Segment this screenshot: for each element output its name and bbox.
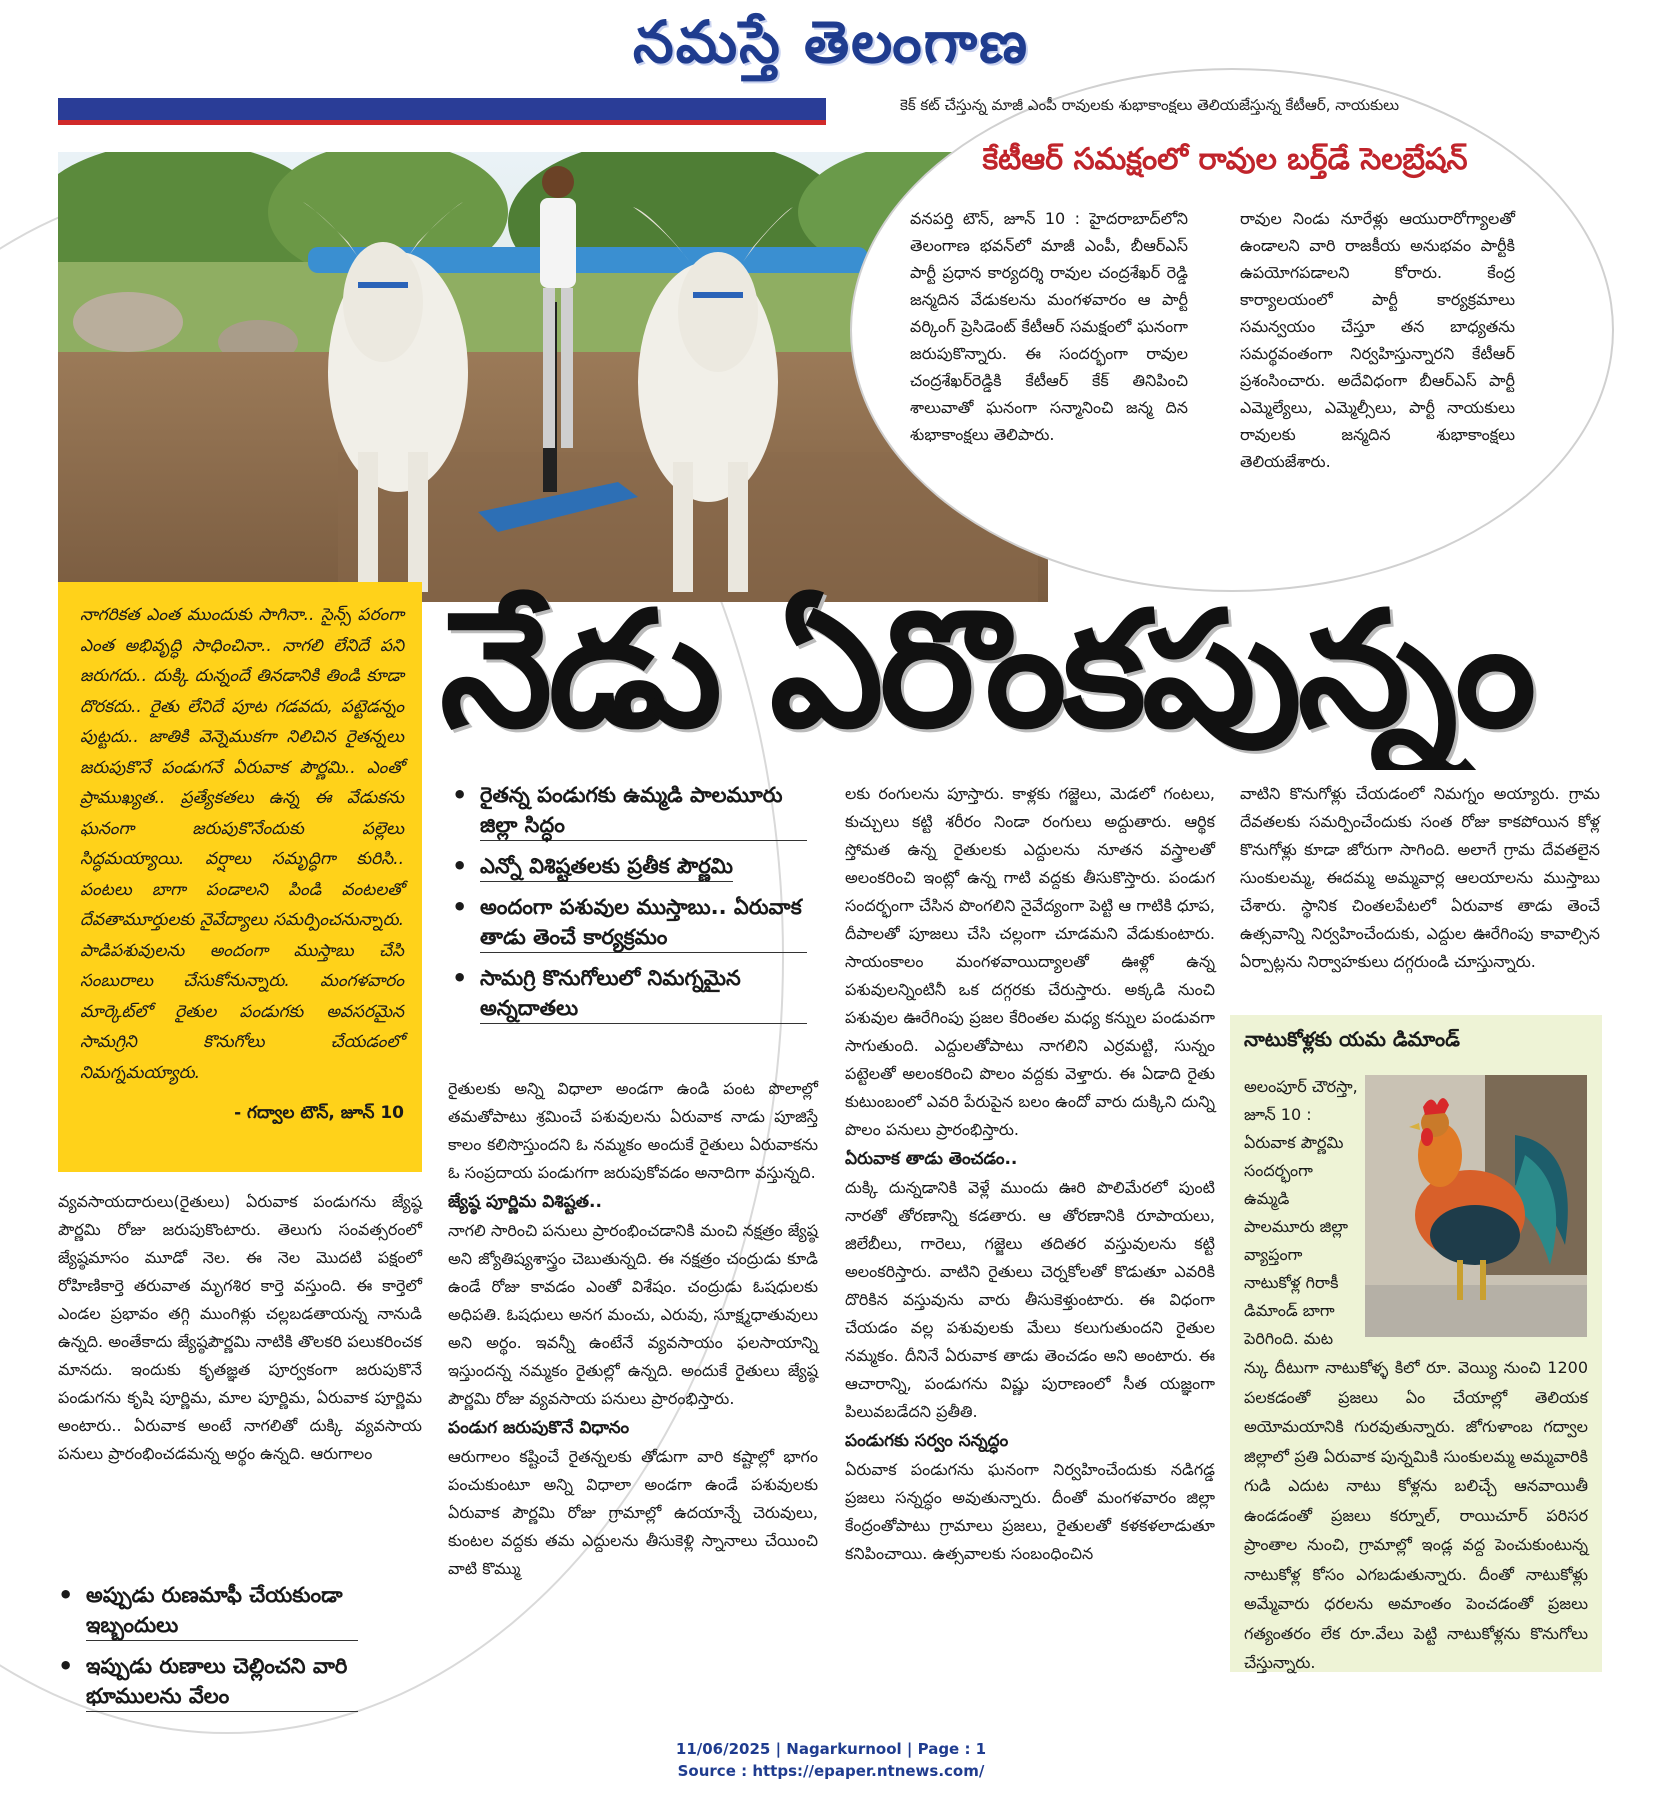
article-column-1: వ్యవసాయదారులు(రైతులు) ఏరువాక పండుగను జ్యేష్ఠ పౌర్ణమి రోజు జరుపుకొంటారు. తెలుగు సంవత్సరంలో జ్యేష్ఠమాసం మూడో నెల. ఈ నెల మొదటి పక్షంలో రోహిణికార్తె తరువాత మృగశిర కార్తె వస్తుంది. ఈ కార్తెలో ఎండల ప్రభావం తగ్గి ముంగిళ్లు చల్లబడతాయన్న నానుడి ఉన్నది. అంతేకాదు జ్యేష్ఠపౌర్ణమి నాటికి తొలకరి పలుకరించక మానదు. ఇందుకు కృతజ్ఞత పూర్వకంగా జరుపుకొనే పండుగను కృషి పూర్ణిమ, మాల పూర్ణిమ, ఏరువాక పూర్ణిమ అంటారు.. ఏరువాక అంటే నాగలితో దుక్కి వ్యవసాయ పనులు ప్రారంభించడమన్న అర్థం ఉన్నది. ఆరుగాలం	[58, 1192, 422, 1463]
subheading-festival-method: పండుగ జరుపుకొనే విధానం	[448, 1418, 630, 1438]
country-chicken-side-text: అలంపూర్ చౌరస్తా, జూన్ 10 : ఏరువాక పౌర్ణమి సందర్భంగా ఉమ్మడి పాలమూరు జిల్లా వ్యాప్తంగా నాటుకోళ్ల గిరాకీ డిమాండ్ బాగా పెరిగింది. మట	[1244, 1077, 1358, 1348]
column-2-paragraph-2: నాగలి సారించి పనులు ప్రారంభించడానికి మంచి నక్షత్రం జ్యేష్ఠ అని జ్యోతిష్యశాస్త్రం చెబుతున్నది. ఈ నక్షత్రం చంద్రుడు కూడి ఉండే రోజు కావడం ఎంతో విశేషం. చంద్రుడు ఓషధులకు అధిపతి. ఓషధులు అనగ మంచు, ఎరువు, సూక్ష్మధాతువులు అని అర్థం. ఇవన్నీ ఉంటేనే వ్యవసాయం ఫలసాయాన్ని ఇస్తుందన్న నమ్మకం రైతుల్లో ఉన్నది. అందుకే రైతులు జ్యేష్ఠ పౌర్ణమి రోజు వ్యవసాయ పనులు ప్రారంభిస్తారు.	[448, 1221, 818, 1408]
bullet-icon: •	[452, 781, 468, 809]
column-3-paragraph-2: దుక్కి దున్నడానికి వెళ్లే ముందు ఊరి పొలిమేరలో పుంటి నారతో తోరణాన్ని కడతారు. ఆ తోరణానికి రూపాయలు, జిలేబీలు, గారెలు, గజ్జెలు తదితర వస్తువులను కట్టి అలంకరిస్తారు. వాటిని రైతులు చెర్నకోలతో కొడుతూ ఎవరికి దొరికిన వస్తువును వారు తీసుకెళ్తుంటారు. ఈ విధంగా చేయడం వల్ల పశువులకు మేలు కలుగుతుందని రైతుల నమ్మకం. దీనినే ఏరువాక తాడు తెంచడం అని అంటారు. ఈ ఆచారాన్ని, పండుగను విష్ణు పురాణంలో సీత యజ్ఞంగా పిలువబడేదని ప్రతీతి.	[845, 1178, 1215, 1421]
bullet-icon: •	[452, 964, 468, 992]
circle-photo-caption: కెక్ కట్ చేస్తున్న మాజీ ఎంపీ రావులకు శుభాకాంక్షలు తెలియజేస్తున్న కేటీఆర్, నాయకులు	[900, 96, 1400, 114]
article-column-3	[845, 780, 1215, 1568]
column-2-paragraph-3: ఆరుగాలం కష్టించే రైతన్నలకు తోడుగా వారి కష్టాల్లో భాగం పంచుకుంటూ అన్ని విధాలా అండగా ఉండే పశువులకు ఏరువాక పౌర్ణమి రోజు గ్రామాల్లో ఉదయాన్నే చెరువులు, కుంటల వద్దకు తమ ఎద్దులను తీసుకెళ్లి స్నానాలు చేయించి వాటి కొమ్ము	[448, 1447, 818, 1578]
article-column-2	[448, 1075, 818, 1583]
country-chicken-body: న్కు దీటుగా నాటుకోళ్ళ కిలో రూ. వెయ్యి నుంచి 1200 పలకడంతో ప్రజలు ఏం చేయాల్లో తెలియక అయోమయానికి గురవుతున్నారు. జోగుళాంబ గద్వాల జిల్లాలో ప్రతి ఏరువాక పున్నమికి సుంకులమ్మ అమ్మవారికి గుడి ఎదుట నాటు కోళ్లను బలిచ్చే ఆనవాయితీ ఉండడంతో ప్రజలు కర్నూల్, రాయిచూర్ పరిసర ప్రాంతాల నుంచి, గ్రామాల్లో ఇండ్ల వద్ద పెంచుకుంటున్న నాటుకోళ్ల కోసం ఎగబడుతున్నారు. దీంతో నాటుకోళ్లు అమ్మేవారు ధరలను అమాంతం పెంచడంతో ప్రజలు గత్యంతరం లేక రూ.వేలు పెట్టి నాటుకోళ్లను కొనుగోలు చేస్తున్నారు.	[1244, 1358, 1588, 1672]
bullet-icon: •	[452, 893, 468, 921]
highlight-item: • ఎన్నో విశిష్టతలకు ప్రతీక పౌర్ణమి	[452, 852, 733, 880]
column-3-paragraph-3: ఏరువాక పండుగను ఘనంగా నిర్వహించేందుకు నడిగడ్డ ప్రజలు సన్నద్ధం అవుతున్నారు. దీంతో మంగళవారం జిల్లా కేంద్రంతోపాటు గ్రామాలు ప్రజలు, రైతులతో కళకళలాడుతూ కనిపించాయి. ఉత్సవాలకు సంబంధించిన	[845, 1460, 1215, 1563]
main-headline: నేడు ఏరొంకపున్నం	[440, 576, 1533, 763]
rooster-icon	[1365, 1075, 1587, 1337]
country-chicken-box	[1230, 1015, 1602, 1672]
newspaper-title: నమస్తే తెలంగాణ	[633, 8, 1029, 76]
column-3-paragraph-1: లకు రంగులను పూస్తారు. కాళ్లకు గజ్జెలు, మెడలో గంటలు, కుచ్చులు కట్టి శరీరం నిండా రంగులు అద్దుతారు. ఆర్థిక స్తోమత ఉన్న రైతులకు ఎద్దులను నూతన వస్త్రాలతో అలంకరించి ఇంట్లో ఉన్న గాటి వద్దకు తీసుకొస్తారు. పండుగ సందర్భంగా చేసిన పొంగలిని నైవేద్యంగా పెట్టి ఆ గాటికి ధూప, దీపాలతో పూజలు చేసి చల్లంగా చూడమని వేడుకుంటారు. సాయంకాలం మంగళవాయిద్యాలతో ఊళ్లో ఉన్న పశువులన్నింటినీ ఒక దగ్గరకు చేరుస్తారు. అక్కడి నుంచి పశువుల ఊరేగింపు ప్రజల కేరింతల మధ్య కన్నుల పండువగా సాగుతుంది. ఎద్దులతోపాటు నాగలిని ఎర్రమట్టి, సున్నం పట్టెలతో అలంకరించి పొలం వద్దకు వెళ్తారు. ఈ ఏడాది రైతు కుటుంబంలో ఎవరి పేరుపైన బలం ఉందో వారు దుక్కిని దున్ని పొలం పనులు ప్రారంభిస్తారు.	[845, 784, 1215, 1139]
page-footer	[0, 1738, 1662, 1782]
intro-dateline: - గద్వాల టౌన్, జూన్ 10	[234, 1103, 404, 1123]
article-column-4: వాటిని కొనుగోళ్లు చేయడంలో నిమగ్నం అయ్యారు. గ్రామ దేవతలకు సమర్పించేందుకు సంత రోజు కాకపోయిన కోళ్ల కొనుగోళ్లు కూడా జోరుగా సాగింది. అలాగే గ్రామ దేవతలైన సుంకులమ్మ, ఈదమ్మ అమ్మవార్ల ఆలయాలను ముస్తాబు చేశారు. స్థానిక చింతలపేటలో ఏరువాక తాడు తెంచే ఉత్సవాన్ని నిర్వహించేందుకు, ఎద్దుల ఊరేగింపు కావాల్సిన ఏర్పాట్లను నిర్వాహకులు దగ్గరుండి చూస్తున్నారు.	[1240, 784, 1600, 971]
loan-highlight-item: • ఇప్పుడు రుణాలు చెల్లించని వారి భూములను వేలం	[58, 1651, 358, 1712]
loan-highlight-item: • అప్పుడు రుణమాఫీ చేయకుండా ఇబ్బందులు	[58, 1580, 358, 1641]
highlights-list	[452, 780, 807, 1034]
subheading-jyeshta: జ్యేష్ఠ పూర్ణిమ విశిష్టత..	[448, 1192, 602, 1212]
bullet-icon: •	[58, 1581, 74, 1609]
highlight-item: • అందంగా పశువుల ముస్తాబు.. ఏరువాక తాడు తెంచే కార్యక్రమం	[452, 892, 807, 953]
intro-box	[58, 582, 422, 1172]
edition-info: 11/06/2025 | Nagarkurnool | Page : 1	[675, 1740, 987, 1758]
loan-highlights-list	[58, 1580, 358, 1722]
subheading-preparations: పండుగకు సర్వం సన్నద్ధం	[845, 1431, 1009, 1451]
circle-story-column-1: వనపర్తి టౌన్, జూన్ 10 : హైదరాబాద్‌లోని తెలంగాణ భవన్‌లో మాజీ ఎంపీ, బీఆర్‌ఎస్ పార్టీ ప్రధాన కార్యదర్శి రావుల చంద్రశేఖర్ రెడ్డి జన్మదిన వేడుకలను మంగళవారం ఆ పార్టీ వర్కింగ్ ప్రెసిడెంట్ కేటీఆర్ సమక్షంలో ఘనంగా జరుపుకొన్నారు. ఈ సందర్భంగా రావుల చంద్రశేఖర్‌రెడ్డికి కేటీఆర్ కేక్ తినిపించి శాలువాతో ఘనంగా సన్మానించి జన్మ దిన శుభాకాంక్షలు తెలిపారు.	[910, 209, 1188, 444]
intro-text: నాగరికత ఎంత ముందుకు సాగినా.. సైన్స్ పరంగా ఎంత అభివృద్ధి సాధించినా.. నాగలి లేనిదే పని జరుగదు.. దుక్కి దున్నందే తినడానికి తిండి కూడా దొరకదు.. రైతు లేనిదే పూట గడవదు, పట్టెడన్నం పుట్టదు.. జాతికి వెన్నెముకగా నిలిచిన రైతన్నలు జరుపుకొనే పండుగనే ఏరువాక పౌర్ణమి.. ఎంతో ప్రాముఖ్యత.. ప్రత్యేకతలు ఉన్న ఈ వేడుకను ఘనంగా జరుపుకొనేందుకు పల్లెలు సిద్ధమయ్యాయి. వర్షాలు సమృద్ధిగా కురిసి.. పంటలు బాగా పండాలని పిండి వంటలతో దేవతామూర్తులకు నైవేద్యాలు సమర్పించనున్నారు. పాడిపశువులను అందంగా ముస్తాబు చేసి సంబురాలు చేసుకోనున్నారు. మంగళవారం మార్కెట్‌లో రైతుల పండుగకు అవసరమైన సామగ్రిని కొనుగోలు చేయడంలో నిమగ్నమయ్యారు.	[80, 605, 404, 1083]
bullet-icon: •	[452, 852, 468, 880]
circle-story-column-2: రావుల నిండు నూరేళ్లు ఆయురారోగ్యాలతో ఉండాలని వారి రాజకీయ అనుభవం పార్టీకి ఉపయోగపడాలని కోరారు. కేంద్ర కార్యాలయంలో పార్టీ కార్యక్రమాలు సమన్వయం చేస్తూ తన బాధ్యతను సమర్థవంతంగా నిర్వహిస్తున్నారని కేటీఆర్ ప్రశంసించారు. అదేవిధంగా బీఆర్‌ఎస్ పార్టీ ఎమ్మెల్యేలు, ఎమ్మెల్సీలు, పార్టీ నాయకులు రావులకు జన్మదిన శుభాకాంక్షలు తెలియజేశారు.	[1240, 209, 1515, 471]
highlight-item: • సామగ్రి కొనుగోలులో నిమగ్నమైన అన్నదాతలు	[452, 963, 807, 1024]
circle-story-headline: కేటీఆర్ సమక్షంలో రావుల బర్త్‌డే సెలబ్రేషన్	[982, 142, 1468, 177]
highlight-item: • రైతన్న పండుగకు ఉమ్మడి పాలమూరు జిల్లా సిద్ధం	[452, 780, 807, 841]
masthead-color-bar	[58, 98, 826, 125]
bullet-icon: •	[58, 1652, 74, 1680]
column-2-paragraph-1: రైతులకు అన్ని విధాలా అండగా ఉండి పంట పొలాల్లో తమతోపాటు శ్రమించే పశువులను ఏరువాక నాడు పూజిస్తే కాలం కలిసొస్తుందని ఓ నమ్మకం అందుకే రైతులు ఏరువాకను ఓ సంప్రదాయ పండుగగా జరుపుకోవడం అనాదిగా వస్తున్నది.	[448, 1079, 818, 1182]
subheading-thread-cutting: ఏరువాక తాడు తెంచడం..	[845, 1149, 1018, 1169]
rooster-photo	[1365, 1075, 1587, 1337]
masthead	[0, 0, 1662, 95]
source-url: Source : https://epaper.ntnews.com/	[677, 1762, 985, 1780]
country-chicken-heading: నాటుకోళ్లకు యమ డిమాండ్	[1244, 1027, 1460, 1051]
